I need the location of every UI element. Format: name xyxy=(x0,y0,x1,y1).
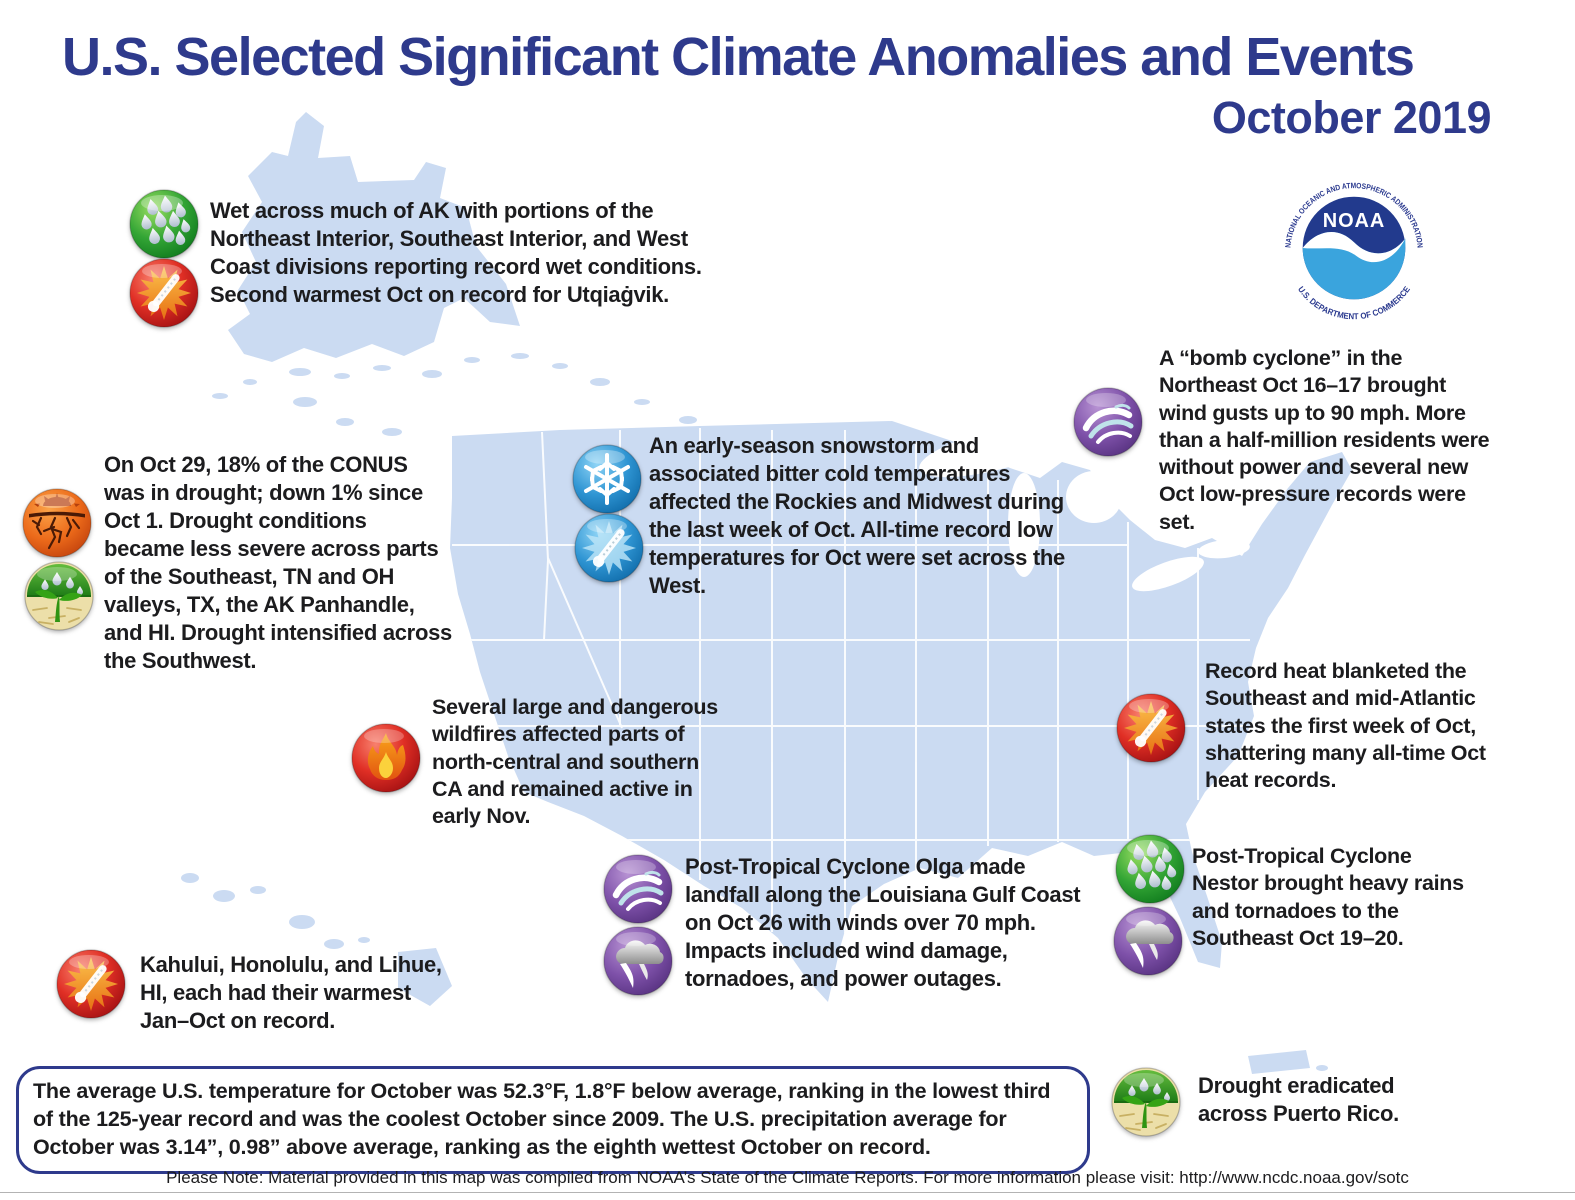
callout-olga-text: Post-Tropical Cyclone Olga made landfall along the Louisiana Gulf Coast on Oct 26 with winds over 70 mph. Impacts included wind damage, tornadoes, and power outages. xyxy=(685,854,1081,991)
heat-icon xyxy=(128,257,200,329)
fire-icon xyxy=(350,722,422,794)
callout-hawaii-text: Kahului, Honolulu, and Lihue, HI, each had their warmest Jan–Oct on record. xyxy=(140,952,442,1033)
rain-icon xyxy=(128,188,200,260)
drought-relief-icon xyxy=(1110,1066,1182,1138)
footnote: Please Note: Material provided in this map was compiled from NOAA’s State of the Climate Reports. For more information please visit: http://www.ncdc.noaa.gov/sotc xyxy=(166,1168,1409,1187)
callout-snowstorm-text: An early-season snowstorm and associated bitter cold temperatures affected the Rockies and Midwest during the last week of Oct. All-time record low temperatures for Oct were set across the West. xyxy=(649,433,1065,598)
callout-bomb-cyclone-text: A “bomb cyclone” in the Northeast Oct 16–17 brought wind gusts up to 90 mph. More than a half-million residents were without power and several new Oct low-pressure records were set. xyxy=(1159,346,1490,534)
drought-relief-icon xyxy=(23,560,95,632)
logo-arc-top-text: NATIONAL OCEANIC AND ATMOSPHERIC ADMINISTRATION xyxy=(1283,181,1425,249)
page-title: U.S. Selected Significant Climate Anomalies and Events xyxy=(62,27,1414,87)
puerto-rico-island xyxy=(1248,1050,1328,1074)
noaa-wordmark: NOAA xyxy=(1322,210,1386,233)
bottom-rule xyxy=(0,1192,1575,1193)
cold-icon xyxy=(573,512,645,584)
drought-icon xyxy=(21,487,93,559)
callout-nestor-text: Post-Tropical Cyclone Nestor brought heavy rains and tornadoes to the Southeast Oct 19–20. xyxy=(1192,844,1464,950)
logo-arc-bottom-text: U.S. DEPARTMENT OF COMMERCE xyxy=(1296,283,1413,322)
page-subtitle: October 2019 xyxy=(1211,92,1491,143)
summary-box: The average U.S. temperature for October was 52.3°F, 1.8°F below average, ranking in the lowest third of the 125-year record and was the coolest October since 2009. The U.S. precipitation average for October was 3.14”, 0.98” above average, ranking as the eighth wettest October on record. xyxy=(16,1066,1090,1174)
wind-storm-icon xyxy=(602,853,674,925)
callout-wildfires-text: Several large and dangerous wildfires affected parts of north-central and southern CA and remained active in early Nov. xyxy=(432,695,718,829)
heat-icon xyxy=(55,948,127,1020)
tornado-icon xyxy=(602,925,674,997)
snowflake-icon xyxy=(571,443,643,515)
callout-drought-text: On Oct 29, 18% of the CONUS was in drought; down 1% since Oct 1. Drought conditions became less severe across parts of the Southeast, TN and OH valleys, TX, the AK Panhandle, and HI. Drought intensified across the Southwest. xyxy=(104,452,452,673)
callout-record-heat-text: Record heat blanketed the Southeast and mid-Atlantic states the first week of Oct, shattering many all-time Oct heat records. xyxy=(1205,659,1486,793)
rain-icon xyxy=(1114,833,1186,905)
callout-alaska-text: Wet across much of AK with portions of the Northeast Interior, Southeast Interior, and West Coast divisions reporting record wet conditions. Second warmest Oct on record for Utqiaġvik. xyxy=(210,198,702,307)
wind-storm-icon xyxy=(1072,386,1144,458)
noaa-logo xyxy=(1278,168,1430,328)
heat-icon xyxy=(1115,692,1187,764)
tornado-icon xyxy=(1112,905,1184,977)
callout-puerto-rico-text: Drought eradicated across Puerto Rico. xyxy=(1198,1073,1399,1126)
